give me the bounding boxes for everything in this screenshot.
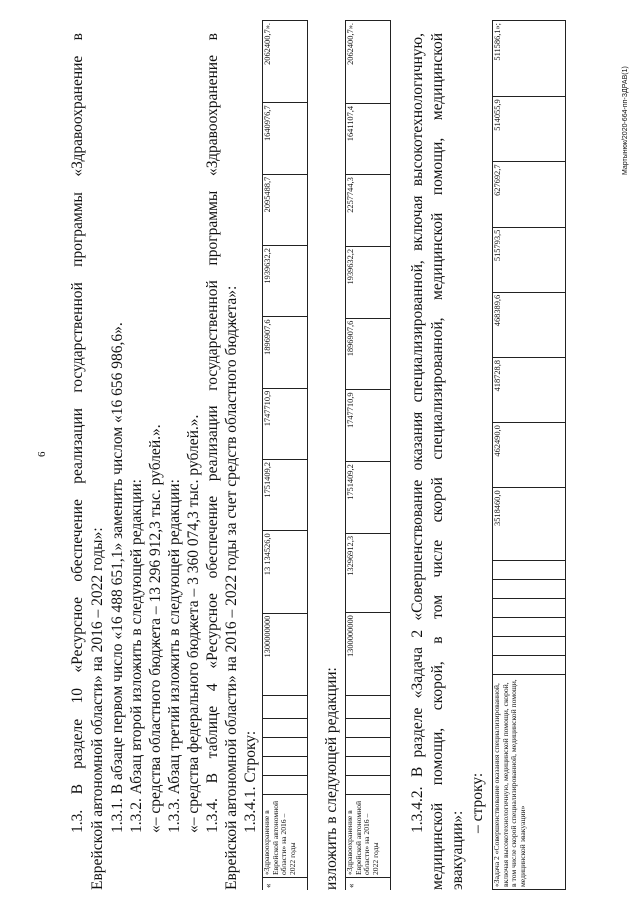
task-row-value: 511586,1»; [493,21,566,97]
task-row-table [492,20,566,890]
para-1-3-4-2-line3: эвакуации»: [449,810,466,890]
old-row-value: 1751409,2 [263,460,308,531]
new-row-label: «Здравоохранение в Еврейской автономной области» на 2016 – 2022 годы [346,795,391,878]
new-row-value: 1751409,2 [346,462,391,534]
new-row-value: 2062400,7». [346,21,391,104]
task-row-value: 3518460,0 [493,488,566,561]
para-1-3-4-line2: Еврейской автономной области» на 2016 – 2022 годы за счет средств областного бюджета»: [223,285,240,890]
para-1-3-3-quote: «– средства федерального бюджета – 3 360 074,3 тыс. рублей.». [185,414,202,833]
para-1-3-2: 1.3.2. Абзац второй изложить в следующей редакции: [128,479,145,833]
new-row-value: 2257744,3 [346,175,391,247]
old-row-value: 2095488,7 [263,174,308,245]
old-row-value: 1300000000 [263,613,308,695]
old-row-empty-cell [263,696,308,719]
new-row-quote: « [346,878,391,891]
new-row-value: 1300000000 [346,613,391,696]
text-row: – строку: [469,772,486,833]
task-row-value: 468389,6 [493,292,566,357]
para-1-3-2-quote: «– средства областного бюджета – 13 296 912,3 тыс. рублей.». [147,424,164,833]
old-row-table [262,20,308,890]
footer-code: Мартынюк/2020-664-пп-ЗДРАВ(1) [622,66,629,175]
new-row-empty-cell [346,738,391,757]
task-row-value: 418728,8 [493,358,566,423]
new-row-empty-cell [346,776,391,795]
para-1-3-4-2-line1: 1.3.4.2. В разделе «Задача 2 «Совершенствование оказания специализированной, включая высокотехнологичную, [409,33,426,833]
para-1-3-4-1: 1.3.4.1. Строку: [242,730,259,833]
task-row-empty-cell [493,561,566,580]
new-row-value: 1896907,6 [346,318,391,390]
new-row-value: 1747710,9 [346,390,391,462]
para-1-3-3: 1.3.3. Абзац третий изложить в следующей редакции: [166,479,183,833]
text-replace: изложить в следующей редакции: [323,667,340,890]
new-row-table [345,20,391,890]
old-row-empty-cell [263,719,308,738]
new-row-value: 1939632,2 [346,246,391,318]
old-row-empty-cell [263,738,308,757]
old-row-value: 1747710,9 [263,388,308,459]
new-row-empty-cell [346,696,391,719]
new-row-value: 13296912,3 [346,533,391,612]
new-row-empty-cell [346,719,391,738]
task-row-empty-cell [493,599,566,618]
old-row-empty-cell [263,757,308,776]
old-row-value: 1896907,6 [263,317,308,388]
old-row-value: 1939632,2 [263,246,308,317]
task-row-label: «Задача 2 «Совершенствование оказания специализированной, включая высокотехнологичную, медицинской помощи, скорой, в том числе скорой специализированной, медицинской помощи, медицинской эвакуации» [493,675,566,890]
task-row-empty-cell [493,656,566,675]
para-1-3-1: 1.3.1. В абзаце первом число «16 488 651,1» заменить числом «16 656 986,6». [109,322,126,833]
task-row-empty-cell [493,580,566,599]
para-1-3-4-line1: 1.3.4. В таблице 4 «Ресурсное обеспечение реализации государственной программы «Здравоохранение в [204,33,221,833]
old-row-empty-cell [263,776,308,795]
task-row-value: 514055,9 [493,97,566,162]
new-row-value: 1641107,4 [346,103,391,174]
task-row-empty-cell [493,618,566,637]
para-1-3-line1: 1.3. В разделе 10 «Ресурсное обеспечение реализации государственной программы «Здравоохранение в [69,33,86,833]
para-1-3-line2: Еврейской автономной области» на 2016 – 2022 годы»: [89,527,106,890]
old-row-value: 1640976,7 [263,103,308,174]
task-row-empty-cell [493,637,566,656]
page-number: 6 [36,451,48,457]
para-1-3-4-2-line2: медицинской помощи, скорой, в том числе скорой специализированной, медицинской помощи, медицинской [429,33,446,890]
task-row-value: 515793,5 [493,227,566,292]
old-row-value: 2062400,7». [263,21,308,103]
old-row-value: 13 134526,0 [263,531,308,613]
task-row-value: 627692,7 [493,162,566,227]
old-row-label: «Здравоохранение в Еврейской автономной области» на 2016 – 2022 годы [263,795,308,878]
task-row-value: 462490,0 [493,423,566,488]
new-row-empty-cell [346,757,391,776]
old-row-quote: « [263,878,308,891]
